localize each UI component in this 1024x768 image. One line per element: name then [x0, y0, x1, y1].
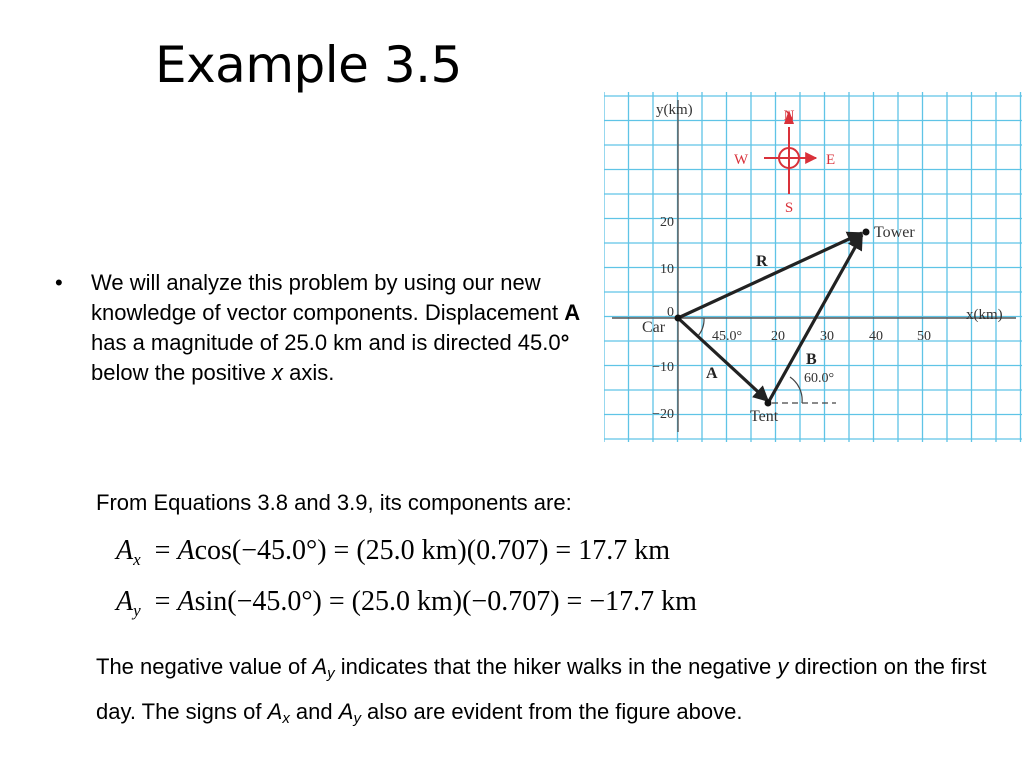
compass-w: W: [734, 152, 749, 168]
car-point: [675, 315, 682, 322]
compass-s: S: [784, 200, 794, 216]
car-label: Car: [642, 319, 666, 336]
bullet-text: We will analyze this problem by using our new knowledge of vector components. Displacement A has a magnitude of 25.0 km and is directed 45.0° below the positive x axis.: [91, 270, 581, 385]
x-tick-20: 20: [771, 329, 785, 344]
tower-point: [863, 229, 870, 236]
vector-diagram-figure: [604, 92, 1022, 452]
y-tick-neg10: −10: [652, 360, 674, 375]
x-tick-40: 40: [869, 329, 883, 344]
y-tick-10: 10: [660, 262, 674, 277]
y-tick-0: 0: [667, 305, 674, 320]
y-axis-label: y(km): [656, 102, 693, 118]
equations-intro: From Equations 3.8 and 3.9, its components are:: [96, 490, 572, 515]
compass-e: E: [826, 152, 836, 168]
equation-ax: $A_x = Acos(-45.0^\circ) = (25.0$ km)(0.707) = 17.7 km: [116, 535, 670, 569]
tower-label: Tower: [874, 224, 915, 241]
compass-n: N: [783, 108, 795, 124]
explanation-paragraph: The negative value of $A_y$ indicates that the hiker walks in the negative y direction on the first day. The signs of $A_x$ and $A_y$ also are evident from the figure above.: [96, 654, 987, 727]
vector-b-label: B: [806, 351, 817, 368]
equation-ay: $A_y = Asin(-45.0^\circ) = (25.0$ km)(−0.707) = −17.7 km: [116, 586, 697, 620]
vector-a-label: A: [706, 365, 718, 382]
slide-title: Example 3.5: [155, 36, 462, 94]
y-tick-neg20: −20: [652, 407, 674, 422]
y-tick-20: 20: [660, 215, 674, 230]
x-tick-50: 50: [917, 329, 931, 344]
tent-label: Tent: [750, 408, 779, 425]
vector-diagram: [604, 92, 1022, 452]
angle-a-label: 45.0°: [712, 329, 743, 344]
bullet-marker: •: [55, 270, 63, 295]
x-axis-label: x(km): [966, 307, 1003, 323]
angle-b-label: 60.0°: [804, 371, 835, 386]
tent-point: [765, 400, 772, 407]
x-tick-30: 30: [820, 329, 834, 344]
vector-r-label: R: [756, 253, 768, 270]
